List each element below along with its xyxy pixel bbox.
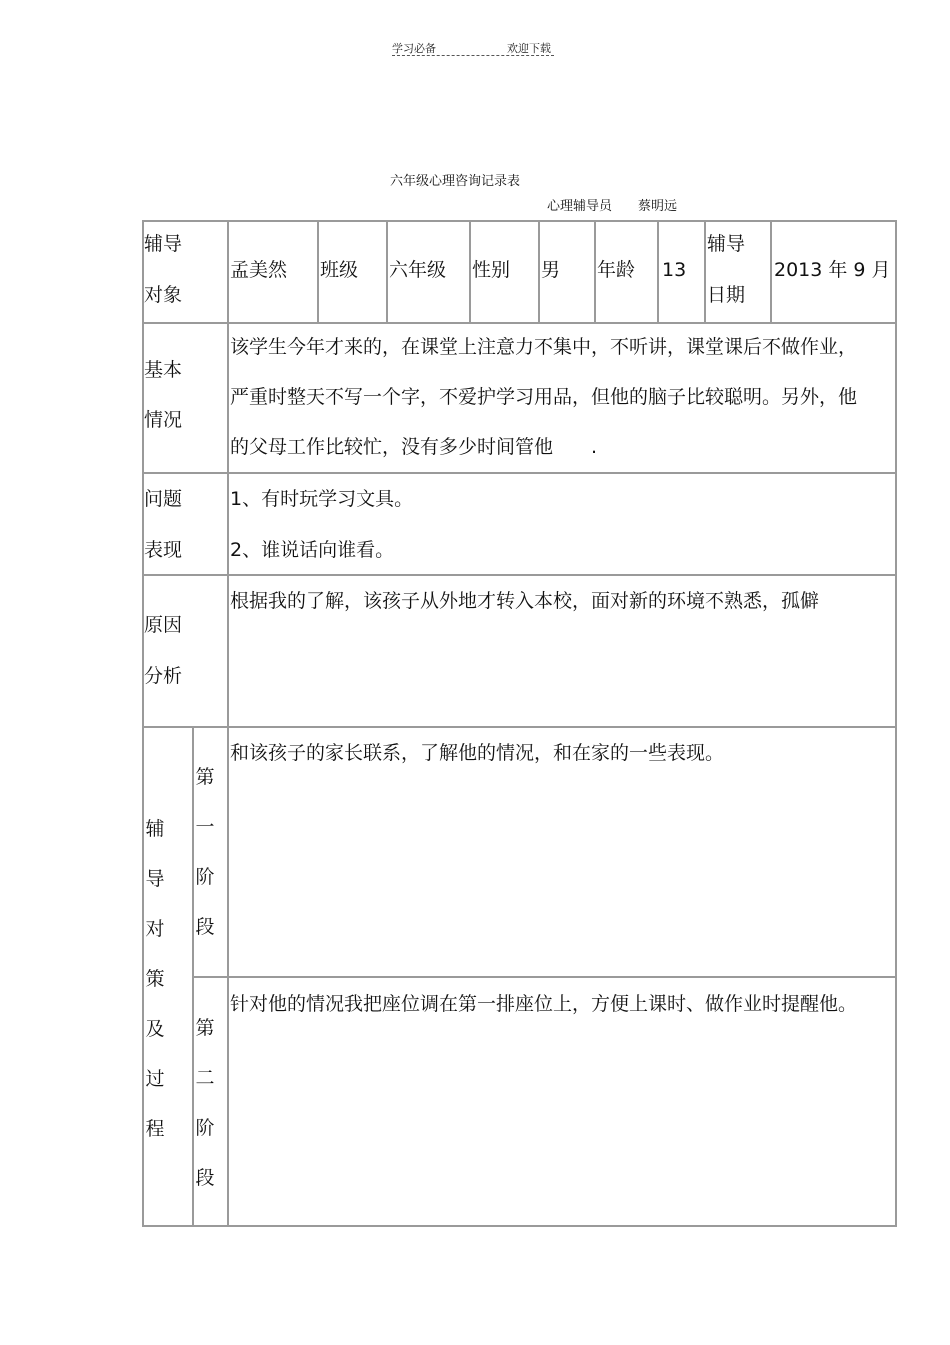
cause-text: 根据我的了解，该孩子从外地才转入本校，面对新的环境不熟悉，孤僻 xyxy=(230,590,820,612)
age-label: 年龄 xyxy=(597,259,636,281)
date-value: 2013 年 9 月 xyxy=(774,259,891,281)
strategy-label-char: 导 xyxy=(145,868,165,890)
age-value: 13 xyxy=(662,259,687,281)
stage1-label-char: 第 xyxy=(195,766,215,788)
stage2-label-char: 二 xyxy=(195,1067,215,1089)
table-col-c8 xyxy=(657,220,659,324)
strategy-label-char: 对 xyxy=(145,918,165,940)
table-col-label xyxy=(227,220,229,1227)
table-rule-row2 xyxy=(142,472,897,474)
table-col-c6 xyxy=(538,220,540,324)
stage1-label-char: 一 xyxy=(195,816,215,838)
strategy-label-char: 程 xyxy=(145,1118,165,1140)
date-label-2: 日期 xyxy=(707,284,746,306)
form-title: 六年级心理咨询记录表 xyxy=(390,174,521,189)
stage1-text: 和该孩子的家长联系，了解他的情况，和在家的一些表现。 xyxy=(230,742,725,764)
problem-line-2: 2、谁说话向谁看。 xyxy=(230,539,395,561)
target-label-2: 对象 xyxy=(144,284,183,306)
gender-label: 性别 xyxy=(472,259,511,281)
class-label: 班级 xyxy=(320,259,359,281)
stage2-label-char: 阶 xyxy=(195,1117,215,1139)
gender-value: 男 xyxy=(541,259,561,281)
strategy-label-char: 策 xyxy=(145,968,165,990)
stage1-label-char: 段 xyxy=(195,916,215,938)
table-border-top xyxy=(142,220,897,222)
counselor-role: 心理辅导员 xyxy=(547,199,613,214)
stage1-label-char: 阶 xyxy=(195,866,215,888)
basic-text: 该学生今年才来的，在课堂上注意力不集中，不听讲，课堂课后不做作业，严重时整天不写一个字，不爱护学习用品，但他的脑子比较聪明。另外，他的父母工作比较忙，没有多少时间管他 . xyxy=(230,336,858,458)
table-col-c7 xyxy=(594,220,596,324)
class-value: 六年级 xyxy=(389,259,447,281)
basic-label-1: 基本 xyxy=(144,359,183,381)
strategy-label-char: 及 xyxy=(145,1018,165,1040)
date-label-1: 辅导 xyxy=(707,233,746,255)
table-rule-stage xyxy=(192,976,897,978)
table-border-right xyxy=(895,220,897,1227)
table-col-c3 xyxy=(317,220,319,324)
problem-label-2: 表现 xyxy=(144,539,183,561)
basic-label-2: 情况 xyxy=(144,409,183,431)
stage2-text: 针对他的情况我把座位调在第一排座位上，方便上课时、做作业时提醒他。 xyxy=(230,993,858,1015)
strategy-label xyxy=(143,804,167,1154)
cause-label-1: 原因 xyxy=(144,614,183,636)
problem-line-1: 1、有时玩学习文具。 xyxy=(230,488,414,510)
table-border-bottom xyxy=(142,1225,897,1227)
stage1-label xyxy=(193,752,217,952)
table-col-c9 xyxy=(704,220,706,324)
stage2-label xyxy=(193,1003,217,1203)
header-right-text: 欢迎下载 xyxy=(507,42,551,55)
table-rule-row4 xyxy=(142,726,897,728)
cause-label-2: 分析 xyxy=(144,665,183,687)
table-col-c5 xyxy=(469,220,471,324)
stage2-label-char: 第 xyxy=(195,1017,215,1039)
problem-label-1: 问题 xyxy=(144,488,183,510)
table-col-c4 xyxy=(386,220,388,324)
target-value: 孟美然 xyxy=(230,259,288,281)
table-col-c10 xyxy=(770,220,772,324)
strategy-label-char: 辅 xyxy=(145,818,165,840)
target-label-1: 辅导 xyxy=(144,233,183,255)
stage2-label-char: 段 xyxy=(195,1167,215,1189)
header-left-text: 学习必备 xyxy=(392,42,436,55)
strategy-label-char: 过 xyxy=(145,1068,165,1090)
counselor-name: 蔡明远 xyxy=(638,199,678,214)
